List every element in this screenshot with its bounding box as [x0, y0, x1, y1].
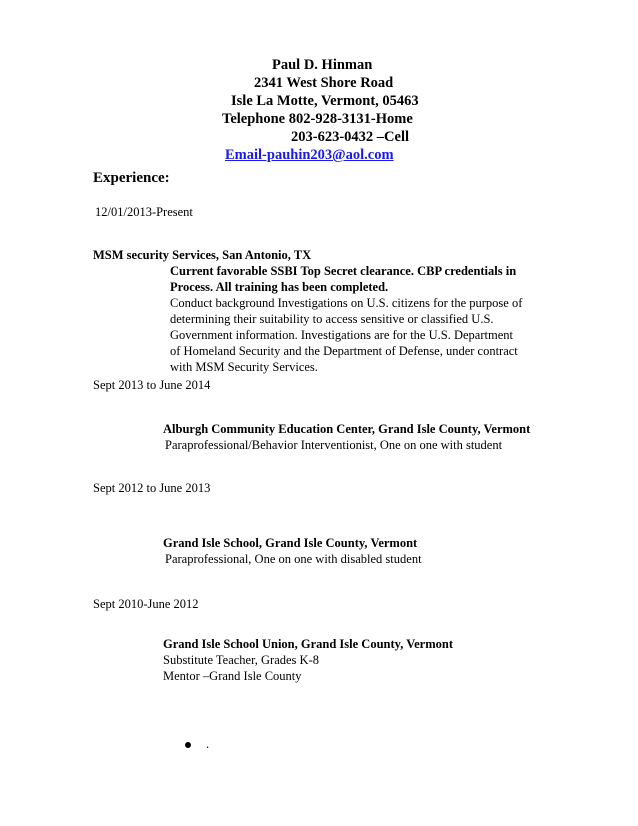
employer-name: MSM security Services, San Antonio, TX	[93, 248, 312, 262]
bullet-item: .	[206, 737, 210, 751]
entry-detail-line: Government information. Investigations are for the U.S. Department	[170, 328, 513, 342]
entry-detail-line: of Homeland Security and the Department of Defense, under contract	[170, 344, 518, 358]
telephone-home: Telephone 802-928-3131-Home	[222, 111, 413, 127]
employer-name: Grand Isle School, Grand Isle County, Vermont	[163, 536, 418, 550]
entry-detail-line: Paraprofessional/Behavior Interventionist, One on one with student	[165, 438, 503, 452]
entry-date: Sept 2012 to June 2013	[93, 481, 211, 495]
entry-date: 12/01/2013-Present	[95, 205, 193, 219]
experience-heading: Experience:	[93, 170, 170, 186]
entry-detail-line: determining their suitability to access sensitive or classified U.S.	[170, 312, 494, 326]
email-link[interactable]: Email-pauhin203@aol.com	[225, 147, 394, 163]
employer-name: Grand Isle School Union, Grand Isle County, Vermont	[163, 637, 453, 651]
entry-detail-line: Paraprofessional, One on one with disabled student	[165, 552, 422, 566]
employer-name: Alburgh Community Education Center, Grand Isle County, Vermont	[163, 422, 531, 436]
telephone-cell: 203-623-0432 –Cell	[291, 129, 409, 145]
entry-date: Sept 2013 to June 2014	[93, 378, 211, 392]
entry-detail-line: Process. All training has been completed.	[170, 280, 389, 294]
entry-detail-line: Substitute Teacher, Grades K-8	[163, 653, 319, 667]
entry-detail-line: with MSM Security Services.	[170, 360, 318, 374]
address-street: 2341 West Shore Road	[254, 75, 394, 91]
applicant-name: Paul D. Hinman	[272, 57, 373, 73]
entry-detail-line: Conduct background Investigations on U.S. citizens for the purpose of	[170, 296, 523, 310]
entry-detail-line: Current favorable SSBI Top Secret clearance. CBP credentials in	[170, 264, 517, 278]
entry-detail-line: Mentor –Grand Isle County	[163, 669, 302, 683]
entry-date: Sept 2010-June 2012	[93, 597, 199, 611]
address-city: Isle La Motte, Vermont, 05463	[231, 93, 419, 109]
bullet-icon	[185, 742, 191, 748]
